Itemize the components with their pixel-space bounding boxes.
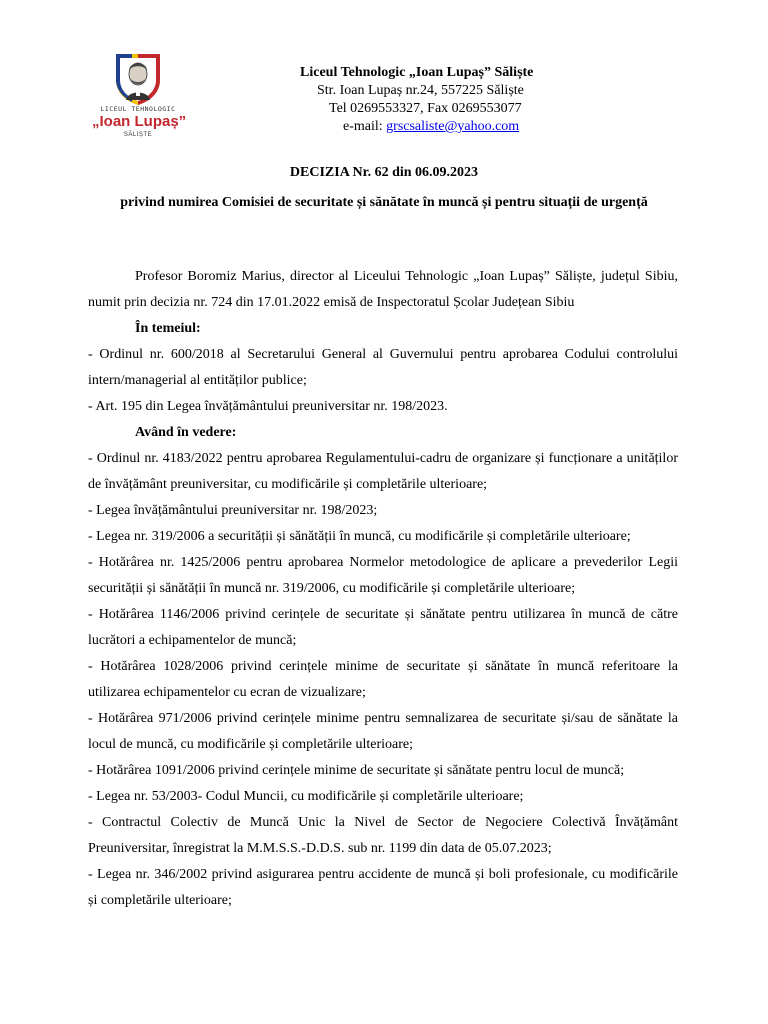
email-link[interactable]: grscsaliste@yahoo.com [386,119,520,134]
intro-paragraph: Profesor Boromiz Marius, director al Liceului Tehnologic „Ioan Lupaș” Săliște, județul Sibiu, numit prin decizia nr. 724 din 17.01.2022 emisă de Inspectoratul Școlar Județean Sibiu [88,269,678,310]
school-info [260,64,580,136]
email-label: e-mail: [343,119,387,134]
vedere-item: - Legea nr. 346/2002 privind asigurarea pentru accidente de muncă și boli profesionale, cu modificările și completările ulterioare; [88,867,678,908]
logo-name: „Ioan Lupaș” [92,113,187,130]
vedere-item: - Hotărârea nr. 1425/2006 pentru aprobarea Normelor metodologice de aplicare a prevederilor Legii securității și sănătății în muncă nr. 319/2006, cu modificările și completările ulterioare; [88,555,678,596]
school-logo [92,50,204,144]
vedere-item: - Contractul Colectiv de Muncă Unic la Nivel de Sector de Negociere Colectivă Învățământ Preuniversitar, înregistrat la M.M.S.S.-D.D.S. sub nr. 1199 din data de 05.07.2023; [88,815,678,856]
temei-heading: În temeiul: [135,321,201,336]
temei-item: - Art. 195 din Legea învățământului preuniversitar nr. 198/2023. [88,399,448,414]
vedere-item: - Ordinul nr. 4183/2022 pentru aprobarea Regulamentului-cadru de organizare și funcționare a unităților de învățământ preuniversitar, cu modificările și completările ulterioare; [88,451,678,492]
school-address: Str. Ioan Lupaș nr.24, 557225 Săliște [317,83,524,98]
vedere-heading: Având în vedere: [135,425,237,440]
decision-number: DECIZIA Nr. 62 din 06.09.2023 [289,165,479,180]
vedere-item: - Legea învățământului preuniversitar nr. 198/2023; [88,503,378,518]
vedere-item: - Hotărârea 1146/2006 privind cerințele de securitate și sănătate pentru utilizarea în muncă de către lucrători a echipamentelor de muncă; [88,607,678,648]
decision-title [88,160,680,216]
school-email-line [260,118,580,136]
school-crest-icon [110,50,166,106]
vedere-item: - Hotărârea 1028/2006 privind cerințele minime de securitate și sănătate în muncă referitoare la utilizarea echipamentelor cu ecran de vizualizare; [88,659,678,700]
temei-item: - Ordinul nr. 600/2018 al Secretarului General al Guvernului pentru aprobarea Codului controlului intern/managerial al entităților publice; [88,347,678,388]
school-name: Liceul Tehnologic „Ioan Lupaș” Săliște [300,65,534,80]
document-body [88,264,678,914]
vedere-item: - Hotărârea 971/2006 privind cerințele minime pentru semnalizarea de securitate și/sau de sănătate la locul de muncă, cu modificările și completările ulterioare; [88,711,678,752]
vedere-item: - Hotărârea 1091/2006 privind cerințele minime de securitate și sănătate pentru locul de muncă; [88,763,625,778]
vedere-item: - Legea nr. 319/2006 a securității și sănătății în muncă, cu modificările și completările ulterioare; [88,529,631,544]
vedere-item: - Legea nr. 53/2003- Codul Muncii, cu modificările și completările ulterioare; [88,789,524,804]
school-phone: Tel 0269553327, Fax 0269553077 [329,101,522,116]
decision-subject: privind numirea Comisiei de securitate și sănătate în muncă și pentru situații de urgență [120,195,648,210]
logo-bottom-text: SĂLIȘTE [123,132,153,138]
logo-top-text: LICEUL TEHNOLOGIC [100,105,176,113]
